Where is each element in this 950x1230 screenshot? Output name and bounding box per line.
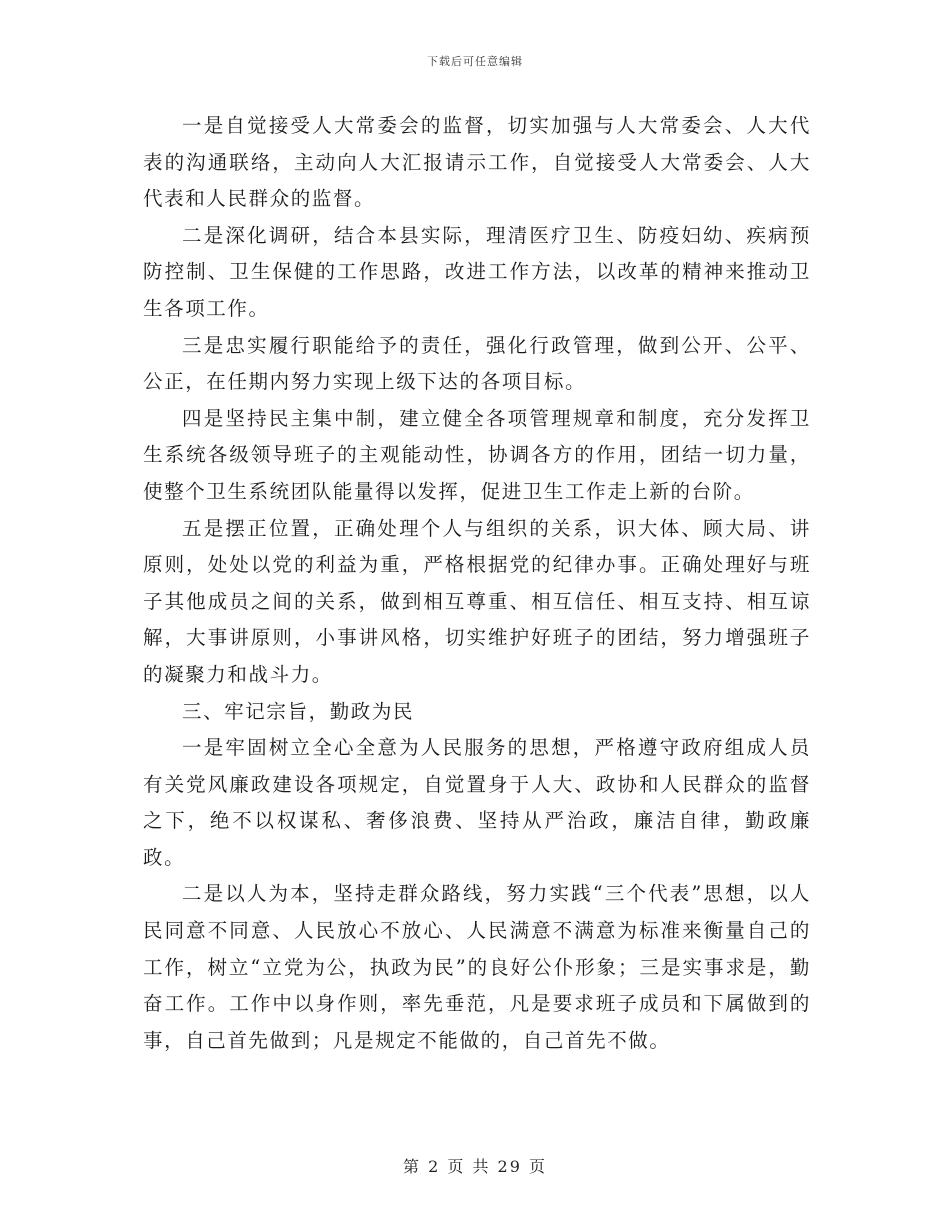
page-number: 第 2 页 共 29 页	[403, 1157, 547, 1176]
document-body	[143, 108, 811, 1059]
paragraph-3: 三是忠实履行职能给予的责任，强化行政管理，做到公开、公平、公正，在任期内努力实现上级下达的各项目标。	[143, 333, 811, 394]
paragraph-1: 一是自觉接受人大常委会的监督，切实加强与人大常委会、人大代表的沟通联络，主动向人大汇报请示工作，自觉接受人大常委会、人大代表和人民群众的监督。	[143, 114, 811, 211]
paragraph-2: 二是深化调研，结合本县实际，理清医疗卫生、防疫妇幼、疾病预防控制、卫生保健的工作思路，改进工作方法，以改革的精神来推动卫生各项工作。	[143, 223, 811, 320]
paragraph-4: 四是坚持民主集中制，建立健全各项管理规章和制度，充分发挥卫生系统各级领导班子的主观能动性，协调各方的作用，团结一切力量，使整个卫生系统团队能量得以发挥，促进卫生工作走上新的台阶。	[143, 406, 811, 503]
page-header-note: 下载后可任意编辑	[427, 55, 523, 68]
paragraph-6: 一是牢固树立全心全意为人民服务的思想，严格遵守政府组成人员有关党风廉政建设各项规定，自觉置身于人大、政协和人民群众的监督之下，绝不以权谋私、奢侈浪费、坚持从严治政，廉洁自律，勤政廉政。	[143, 736, 811, 869]
paragraph-5: 五是摆正位置，正确处理个人与组织的关系，识大体、顾大局、讲原则，处处以党的利益为重，严格根据党的纪律办事。正确处理好与班子其他成员之间的关系，做到相互尊重、相互信任、相互支持、相互谅解，大事讲原则，小事讲风格，切实维护好班子的团结，努力增强班子的凝聚力和战斗力。	[143, 516, 811, 686]
paragraph-7: 二是以人为本，坚持走群众路线，努力实践“三个代表”思想，以人民同意不同意、人民放心不放心、人民满意不满意为标准来衡量自己的工作，树立“立党为公，执政为民”的良好公仆形象；三是实事求是，勤奋工作。工作中以身作则，率先垂范，凡是要求班子成员和下属做到的事，自己首先做到；凡是规定不能做的，自己首先不做。	[143, 882, 811, 1052]
section-heading: 三、牢记宗旨，勤政为民	[182, 699, 415, 723]
